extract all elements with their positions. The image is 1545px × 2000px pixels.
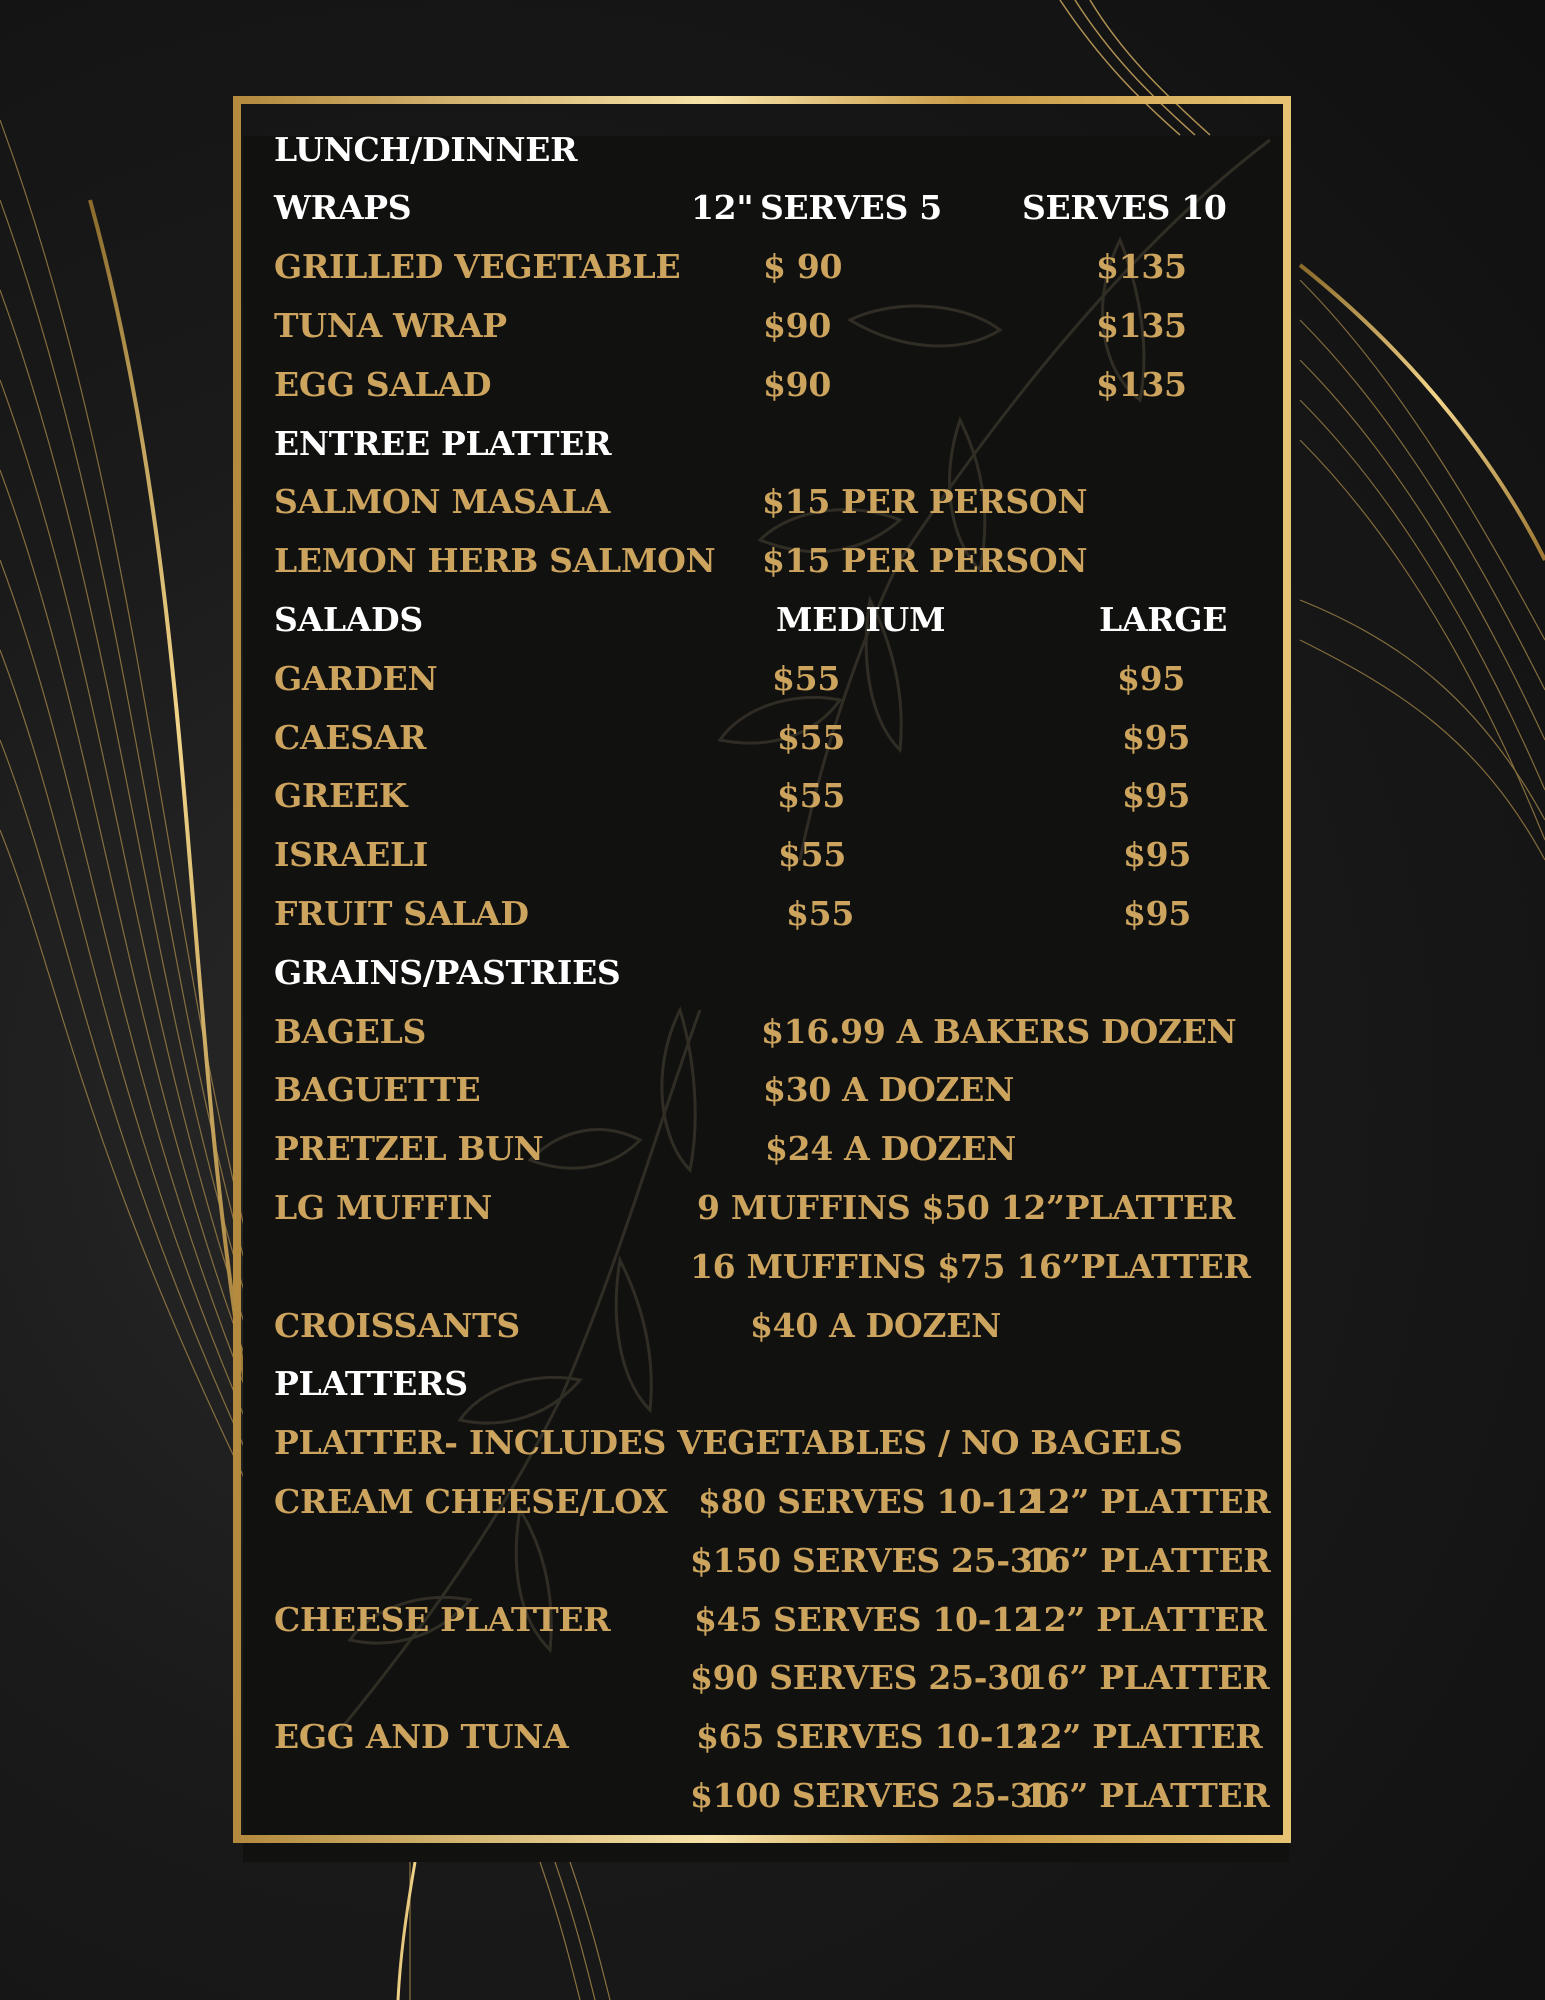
platter-item-size: 16” PLATTER (1024, 1776, 1270, 1815)
wrap-item-row (0, 301, 1545, 351)
grain-item-price: $40 A DOZEN (750, 1306, 1001, 1345)
grain-item-price: $24 A DOZEN (765, 1129, 1016, 1168)
wrap-item-row (0, 242, 1545, 292)
platter-item-price: $90 SERVES 25-30 (690, 1658, 1033, 1697)
salad-item-price-large: $95 (1117, 659, 1185, 698)
grain-item-row (0, 1183, 1545, 1233)
entree-item-price: $15 PER PERSON (762, 482, 1088, 521)
grain-item-price: $30 A DOZEN (763, 1070, 1014, 1109)
wrap-item-row (0, 360, 1545, 410)
entree-item-price: $15 PER PERSON (762, 541, 1088, 580)
wrap-item-price-serves10: $135 (1096, 247, 1187, 286)
grain-item-price: $16.99 A BAKERS DOZEN (761, 1012, 1237, 1051)
salad-item-name: FRUIT SALAD (274, 894, 529, 933)
wrap-item-price-serves5: $90 (763, 365, 831, 404)
entree-item-name: SALMON MASALA (274, 482, 611, 521)
platters-note: PLATTER- INCLUDES VEGETABLES / NO BAGELS (274, 1423, 1183, 1462)
salad-item-price-medium: $55 (777, 776, 845, 815)
salad-item-price-medium: $55 (772, 659, 840, 698)
grains-heading: GRAINS/PASTRIES (274, 953, 621, 992)
platter-item-name: EGG AND TUNA (274, 1717, 569, 1756)
platter-item-price: $65 SERVES 10-12 (696, 1717, 1039, 1756)
salad-item-row (0, 830, 1545, 880)
entree-header-row (0, 419, 1545, 469)
grains-header-row (0, 948, 1545, 998)
salad-item-price-large: $95 (1122, 776, 1190, 815)
grain-item-row (0, 1007, 1545, 1057)
grain-item-price: 16 MUFFINS $75 16”PLATTER (690, 1247, 1251, 1286)
platters-heading: PLATTERS (274, 1364, 468, 1403)
platters-header-row (0, 1359, 1545, 1409)
wrap-item-name: TUNA WRAP (274, 306, 507, 345)
salad-item-price-medium: $55 (778, 835, 846, 874)
salad-item-name: ISRAELI (274, 835, 428, 874)
salad-item-price-large: $95 (1122, 718, 1190, 757)
salad-item-name: GARDEN (274, 659, 438, 698)
platter-item-row (0, 1653, 1545, 1703)
wrap-item-name: EGG SALAD (274, 365, 492, 404)
platter-item-row (0, 1712, 1545, 1762)
wraps-heading: WRAPS (274, 188, 412, 227)
salad-item-price-medium: $55 (777, 718, 845, 757)
grain-item-name: LG MUFFIN (274, 1188, 492, 1227)
grain-item-row (0, 1124, 1545, 1174)
salad-item-price-medium: $55 (786, 894, 854, 933)
salads-heading: SALADS (274, 600, 423, 639)
grain-item-name: PRETZEL BUN (274, 1129, 544, 1168)
platter-item-price: $150 SERVES 25-30 (690, 1541, 1056, 1580)
grain-item-row (0, 1301, 1545, 1351)
grain-item-name: BAGUETTE (274, 1070, 481, 1109)
wraps-col-serves5: SERVES 5 (760, 188, 942, 227)
salad-item-row (0, 771, 1545, 821)
salad-item-price-large: $95 (1123, 894, 1191, 933)
wraps-col-size: 12" (691, 188, 754, 227)
platter-item-name: CHEESE PLATTER (274, 1600, 611, 1639)
platter-item-row (0, 1595, 1545, 1645)
platter-item-size: 16” PLATTER (1024, 1658, 1270, 1697)
platter-item-size: 12” PLATTER (1021, 1600, 1267, 1639)
grain-item-name: CROISSANTS (274, 1306, 520, 1345)
platter-item-price: $80 SERVES 10-12 (698, 1482, 1041, 1521)
platter-item-size: 12” PLATTER (1017, 1717, 1263, 1756)
wrap-item-price-serves5: $90 (763, 306, 831, 345)
entree-heading: ENTREE PLATTER (274, 424, 612, 463)
menu-title-label: LUNCH/DINNER (274, 130, 578, 169)
salads-col-large: LARGE (1099, 600, 1228, 639)
platter-item-row (0, 1771, 1545, 1821)
platter-item-size: 16” PLATTER (1025, 1541, 1271, 1580)
platter-item-price: $100 SERVES 25-30 (690, 1776, 1056, 1815)
platter-item-price: $45 SERVES 10-12 (694, 1600, 1037, 1639)
wrap-item-price-serves10: $135 (1096, 306, 1187, 345)
salad-item-name: GREEK (274, 776, 408, 815)
salad-item-name: CAESAR (274, 718, 427, 757)
platter-item-row (0, 1536, 1545, 1586)
entree-item-row (0, 477, 1545, 527)
grain-item-price: 9 MUFFINS $50 12”PLATTER (697, 1188, 1235, 1227)
grain-item-row (0, 1065, 1545, 1115)
salad-item-row (0, 889, 1545, 939)
wrap-item-name: GRILLED VEGETABLE (274, 247, 681, 286)
platter-item-name: CREAM CHEESE/LOX (274, 1482, 668, 1521)
salads-col-medium: MEDIUM (776, 600, 946, 639)
menu-title (0, 125, 1545, 175)
wraps-col-serves10: SERVES 10 (1022, 188, 1227, 227)
salads-header-row (0, 595, 1545, 645)
platter-item-size: 12” PLATTER (1025, 1482, 1271, 1521)
salad-item-row (0, 654, 1545, 704)
platters-note-row (0, 1418, 1545, 1468)
entree-item-name: LEMON HERB SALMON (274, 541, 716, 580)
salad-item-row (0, 713, 1545, 763)
platter-item-row (0, 1477, 1545, 1527)
grain-item-row (0, 1242, 1545, 1292)
entree-item-row (0, 536, 1545, 586)
wrap-item-price-serves10: $135 (1096, 365, 1187, 404)
grain-item-name: BAGELS (274, 1012, 427, 1051)
wraps-header-row (0, 183, 1545, 233)
salad-item-price-large: $95 (1123, 835, 1191, 874)
wrap-item-price-serves5: $ 90 (763, 247, 843, 286)
